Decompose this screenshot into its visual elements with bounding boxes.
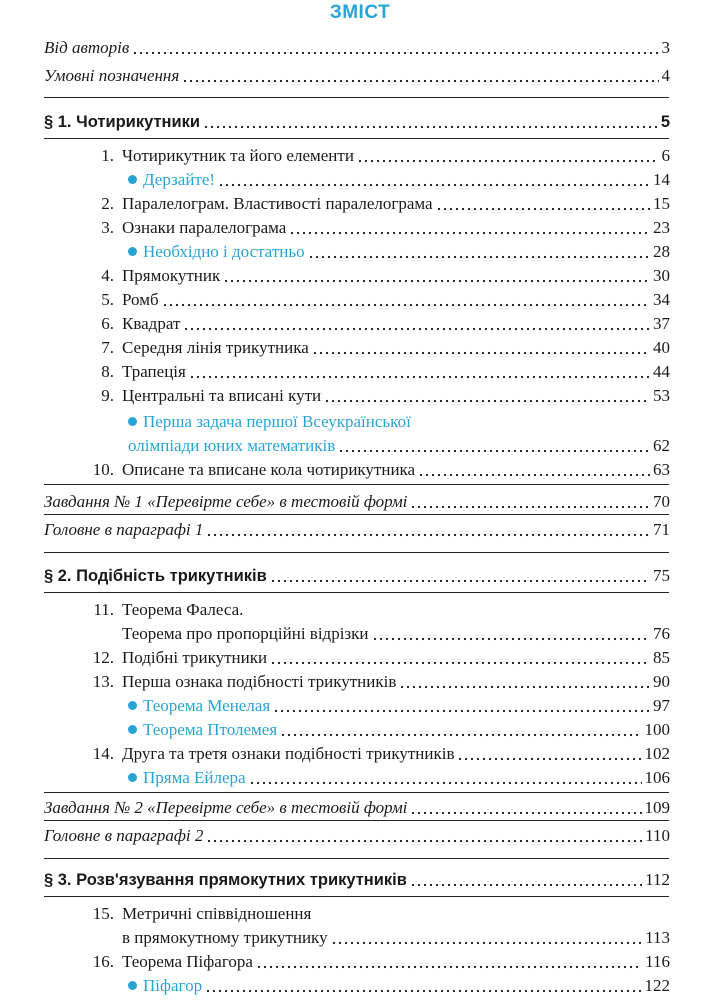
dot-leader xyxy=(256,951,642,969)
entry-text: Квадрат xyxy=(122,314,181,333)
entry-text: Головне в параграфі 2 xyxy=(44,826,204,845)
entry-text: Перша задача першої Всеукраїнської xyxy=(143,412,411,431)
dot-leader xyxy=(203,111,658,129)
entry-text: Умовні позначення xyxy=(44,66,180,85)
entry-text: Головне в параграфі 1 xyxy=(44,520,204,539)
entry-page: 28 xyxy=(653,242,670,261)
entry-number: 12. xyxy=(92,648,114,667)
dot-leader xyxy=(338,435,650,453)
entry-text: Теорема Менелая xyxy=(143,696,271,715)
entry-text: Дерзайте! xyxy=(143,170,216,189)
toc-entry-task-1[interactable] xyxy=(0,488,720,512)
entry-text: Перша ознака подібності трикутників xyxy=(122,672,397,691)
toc-sub-entry[interactable] xyxy=(0,166,720,190)
section-page: 112 xyxy=(645,870,670,889)
entry-number: 4. xyxy=(101,266,114,285)
entry-text-cont: в прямокутному трикутнику xyxy=(122,928,328,947)
entry-page: 76 xyxy=(653,624,670,643)
entry-text: Ознаки паралелограма xyxy=(122,218,287,237)
entry-page: 4 xyxy=(661,66,670,85)
section-title: § 1. Чотирикутники xyxy=(44,113,201,131)
entry-text: Завдання № 2 «Перевірте себе» в тестовій формі xyxy=(44,798,408,817)
section-title: § 2. Подібність трикутників xyxy=(44,567,267,585)
entry-text: Друга та третя ознаки подібності трикутників xyxy=(122,744,455,763)
entry-text: Необхідно і достатньо xyxy=(143,242,305,261)
entry-number: 11. xyxy=(93,600,114,619)
dot-leader xyxy=(312,337,650,355)
dot-leader xyxy=(189,361,650,379)
toc-entry[interactable] xyxy=(0,358,720,382)
entry-page: 106 xyxy=(644,768,670,787)
bullet-icon xyxy=(128,725,137,734)
entry-page: 63 xyxy=(653,460,670,479)
entry-text: Теорема Піфагора xyxy=(122,952,253,971)
entry-page: 44 xyxy=(653,362,670,381)
divider xyxy=(44,896,669,897)
entry-text: Трапеція xyxy=(122,362,186,381)
dot-leader xyxy=(280,719,641,737)
toc-entry-authors[interactable] xyxy=(0,34,720,58)
entry-page: 71 xyxy=(653,520,670,539)
toc-entry[interactable] xyxy=(0,310,720,334)
divider xyxy=(44,858,669,859)
toc-entry[interactable] xyxy=(0,214,720,238)
dot-leader xyxy=(410,869,642,887)
section-title: § 3. Розв'язування прямокутних трикутників xyxy=(44,871,407,889)
section-heading-1[interactable] xyxy=(0,108,720,132)
entry-page: 34 xyxy=(653,290,670,309)
dot-leader xyxy=(249,767,642,785)
entry-page: 6 xyxy=(661,146,670,165)
dot-leader xyxy=(436,193,650,211)
dot-leader xyxy=(273,695,650,713)
entry-page: 15 xyxy=(653,194,670,213)
entry-text: Метричні співвідношення xyxy=(122,904,312,923)
entry-number: 8. xyxy=(101,362,114,381)
dot-leader xyxy=(457,743,641,761)
entry-page: 70 xyxy=(653,492,670,511)
toc-entry-line1[interactable] xyxy=(0,900,720,924)
entry-number: 16. xyxy=(92,952,114,971)
entry-page: 40 xyxy=(653,338,670,357)
dot-leader xyxy=(206,825,642,843)
dot-leader xyxy=(162,289,650,307)
toc-entry-summary-1[interactable] xyxy=(0,516,720,540)
dot-leader xyxy=(205,975,641,993)
entry-page: 37 xyxy=(653,314,670,333)
entry-page: 109 xyxy=(644,798,670,817)
toc-entry[interactable] xyxy=(0,334,720,358)
toc-sub-entry[interactable] xyxy=(0,692,720,716)
entry-number: 5. xyxy=(101,290,114,309)
bullet-icon xyxy=(128,247,137,256)
toc-sub-entry-line1[interactable] xyxy=(0,408,720,432)
entry-page: 122 xyxy=(644,976,670,995)
dot-leader xyxy=(331,927,643,945)
entry-page: 14 xyxy=(653,170,670,189)
entry-number: 13. xyxy=(92,672,114,691)
dot-leader xyxy=(410,797,641,815)
bullet-icon xyxy=(128,701,137,710)
toc-entry[interactable] xyxy=(0,740,720,764)
entry-text: Середня лінія трикутника xyxy=(122,338,309,357)
dot-leader xyxy=(372,623,651,641)
entry-text: Піфагор xyxy=(143,976,203,995)
toc-sub-entry[interactable] xyxy=(0,972,720,996)
toc-sub-entry[interactable] xyxy=(0,716,720,740)
divider xyxy=(44,792,669,793)
entry-page: 97 xyxy=(653,696,670,715)
bullet-icon xyxy=(128,981,137,990)
section-page: 5 xyxy=(660,113,670,131)
entry-page: 53 xyxy=(653,386,670,405)
divider xyxy=(44,592,669,593)
dot-leader xyxy=(182,65,658,83)
divider xyxy=(44,552,669,553)
toc-entry-task-2[interactable] xyxy=(0,794,720,818)
dot-leader xyxy=(206,519,650,537)
toc-entry[interactable] xyxy=(0,668,720,692)
entry-text: Пряма Ейлера xyxy=(143,768,246,787)
toc-sub-entry-line2[interactable] xyxy=(0,432,720,456)
entry-page: 102 xyxy=(644,744,670,763)
entry-number: 1. xyxy=(101,146,114,165)
bullet-icon xyxy=(128,175,137,184)
entry-page: 23 xyxy=(653,218,670,237)
dot-leader xyxy=(223,265,650,283)
entry-text: Подібні трикутники xyxy=(122,648,268,667)
toc-entry[interactable] xyxy=(0,382,720,406)
entry-number: 2. xyxy=(101,194,114,213)
divider xyxy=(44,97,669,98)
entry-number: 6. xyxy=(101,314,114,333)
entry-text: Теорема Фалеса. xyxy=(122,600,244,619)
dot-leader xyxy=(418,459,650,477)
entry-text: Теорема Птолемея xyxy=(143,720,278,739)
dot-leader xyxy=(399,671,650,689)
entry-number: 14. xyxy=(92,744,114,763)
entry-page: 62 xyxy=(653,436,670,455)
entry-number: 10. xyxy=(92,460,114,479)
divider xyxy=(44,514,669,515)
entry-page: 85 xyxy=(653,648,670,667)
dot-leader xyxy=(410,491,650,509)
toc-entry[interactable] xyxy=(0,948,720,972)
entry-page: 3 xyxy=(661,38,670,57)
entry-text: Паралелограм. Властивості паралелограма xyxy=(122,194,433,213)
entry-page: 30 xyxy=(653,266,670,285)
toc-entry[interactable] xyxy=(0,644,720,668)
toc-entry-summary-2[interactable] xyxy=(0,822,720,846)
toc-entry[interactable] xyxy=(0,262,720,286)
toc-entry[interactable] xyxy=(0,286,720,310)
toc-entry[interactable] xyxy=(0,456,720,480)
entry-page: 110 xyxy=(645,826,670,845)
dot-leader xyxy=(357,145,659,163)
toc-entry-line2[interactable] xyxy=(0,924,720,948)
entry-number: 3. xyxy=(101,218,114,237)
entry-text: Завдання № 1 «Перевірте себе» в тестовій формі xyxy=(44,492,408,511)
section-heading-2[interactable] xyxy=(0,562,720,586)
entry-text: Чотирикутник та його елементи xyxy=(122,146,354,165)
entry-text: Прямокутник xyxy=(122,266,221,285)
section-page: 75 xyxy=(653,566,670,585)
dot-leader xyxy=(289,217,650,235)
dot-leader xyxy=(132,37,658,55)
entry-page: 100 xyxy=(644,720,670,739)
divider xyxy=(44,484,669,485)
dot-leader xyxy=(324,385,650,403)
entry-text: Описане та вписане кола чотирикутника xyxy=(122,460,416,479)
entry-text: Від авторів xyxy=(44,38,130,57)
dot-leader xyxy=(270,565,650,583)
toc-entry[interactable] xyxy=(0,142,720,166)
toc-entry-line2[interactable] xyxy=(0,620,720,644)
dot-leader xyxy=(308,241,650,259)
entry-number: 15. xyxy=(92,904,114,923)
entry-page: 113 xyxy=(645,928,670,947)
entry-number: 9. xyxy=(101,386,114,405)
dot-leader xyxy=(218,169,650,187)
entry-number: 7. xyxy=(101,338,114,357)
toc-sub-entry[interactable] xyxy=(0,764,720,788)
toc-entry-line1[interactable] xyxy=(0,596,720,620)
entry-text-cont: Теорема про пропорційні відрізки xyxy=(122,624,369,643)
bullet-icon xyxy=(128,773,137,782)
section-heading-3[interactable] xyxy=(0,866,720,890)
toc-title: ЗМІСТ xyxy=(329,2,391,23)
toc-entry-legend[interactable] xyxy=(0,62,720,86)
entry-text: Ромб xyxy=(122,290,159,309)
entry-text: Центральні та вписані кути xyxy=(122,386,322,405)
toc-sub-entry[interactable] xyxy=(0,238,720,262)
dot-leader xyxy=(183,313,650,331)
entry-text-cont: олімпіади юних математиків xyxy=(128,436,336,455)
divider xyxy=(44,138,669,139)
toc-entry[interactable] xyxy=(0,190,720,214)
entry-page: 116 xyxy=(645,952,670,971)
dot-leader xyxy=(270,647,650,665)
entry-page: 90 xyxy=(653,672,670,691)
bullet-icon xyxy=(128,417,137,426)
divider xyxy=(44,820,669,821)
